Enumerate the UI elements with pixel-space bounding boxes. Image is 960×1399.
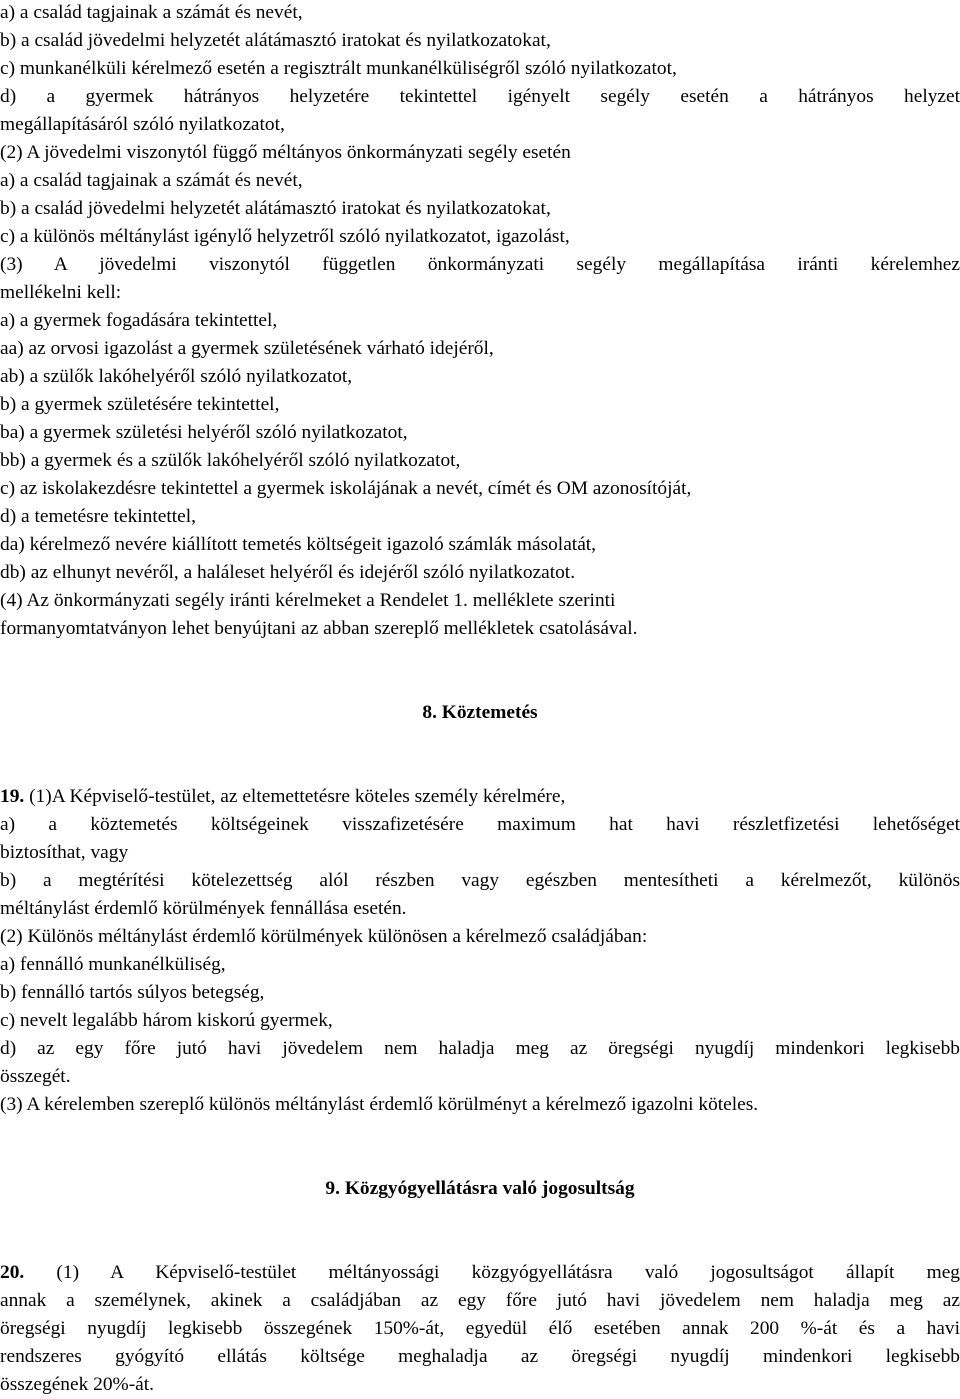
text-line: a) a gyermek fogadására tekintettel, — [0, 310, 278, 331]
text-line: a) a család tagjainak a számát és nevét, — [0, 170, 303, 191]
text-line: db) az elhunyt nevéről, a haláleset helyéről és idejéről szóló nyilatkozatot. — [0, 562, 576, 583]
text-line: c) munkanélküli kérelmező esetén a regisztrált munkanélküliségről szóló nyilatkozatot, — [0, 58, 677, 79]
text-line: aa) az orvosi igazolást a gyermek születésének várható idejéről, — [0, 338, 494, 359]
paragraph-text: (1)A Képviselő-testület, az eltemettetésre köteles személy kérelmére, — [24, 786, 566, 807]
text-line: (2) A jövedelmi viszonytól függő méltányos önkormányzati segély esetén — [0, 142, 571, 163]
text-line: (2) Különös méltánylást érdemlő körülmények különösen a kérelmező családjában: — [0, 926, 648, 947]
text-line: a) a köztemetés költségeinek visszafizetésére maximum hat havi részletfizetési lehetőséget — [0, 814, 960, 835]
text-line: b) a család jövedelmi helyzetét alátámasztó iratokat és nyilatkozatokat, — [0, 30, 551, 51]
text-line: a) a család tagjainak a számát és nevét, — [0, 2, 303, 23]
text-line: annak a személynek, akinek a családjában az egy főre jutó havi jövedelem nem haladja meg az — [0, 1290, 960, 1311]
text-line: formanyomtatványon lehet benyújtani az abban szereplő mellékletek csatolásával. — [0, 618, 638, 639]
text-line: a) fennálló munkanélküliség, — [0, 954, 226, 975]
text-line: ab) a szülők lakóhelyéről szóló nyilatkozatot, — [0, 366, 353, 387]
text-line: megállapításáról szóló nyilatkozatot, — [0, 114, 285, 135]
text-line: ba) a gyermek születési helyéről szóló nyilatkozatot, — [0, 422, 408, 443]
text-line: da) kérelmező nevére kiállított temetés költségeit igazoló számlák másolatát, — [0, 534, 597, 555]
text-line: b) a gyermek születésére tekintettel, — [0, 394, 280, 415]
paragraph-number: 19. — [0, 786, 25, 807]
text-line: c) a különös méltánylást igénylő helyzetről szóló nyilatkozatot, igazolást, — [0, 226, 570, 247]
text-line: összegét. — [0, 1066, 71, 1087]
text-line: méltánylást érdemlő körülmények fennállása esetén. — [0, 898, 407, 919]
text-line: rendszeres gyógyító ellátás költsége meghaladja az öregségi nyugdíj mindenkori legkisebb — [0, 1346, 960, 1367]
text-line: öregségi nyugdíj legkisebb összegének 150%-át, egyedül élő esetében annak 200 %-át és a havi — [0, 1318, 960, 1339]
text-line: b) a megtérítési kötelezettség alól részben vagy egészben mentesítheti a kérelmezőt, különös — [0, 870, 960, 891]
section-heading: 8. Köztemetés — [422, 702, 538, 723]
text-line: d) a gyermek hátrányos helyzetére tekintettel igényelt segély esetén a hátrányos helyzet — [0, 86, 960, 107]
text-line: bb) a gyermek és a szülők lakóhelyéről szóló nyilatkozatot, — [0, 450, 461, 471]
section-heading: 9. Közgyógyellátásra való jogosultság — [325, 1178, 635, 1199]
text-line: mellékelni kell: — [0, 282, 122, 303]
text-line: (4) Az önkormányzati segély iránti kérelmeket a Rendelet 1. melléklete szerinti — [0, 590, 616, 611]
text-line: c) nevelt legalább három kiskorú gyermek, — [0, 1010, 333, 1031]
paragraph-text: (1) A Képviselő-testület méltányossági közgyógyellátásra való jogosultságot állapít meg — [24, 1262, 960, 1283]
text-line: c) az iskolakezdésre tekintettel a gyermek iskolájának a nevét, címét és OM azonosítóját, — [0, 478, 692, 499]
text-line — [0, 1259, 960, 1287]
text-line: biztosíthat, vagy — [0, 842, 129, 863]
text-line: b) fennálló tartós súlyos betegség, — [0, 982, 265, 1003]
text-line: d) az egy főre jutó havi jövedelem nem haladja meg az öregségi nyugdíj mindenkori legkisebb — [0, 1038, 960, 1059]
text-line: b) a család jövedelmi helyzetét alátámasztó iratokat és nyilatkozatokat, — [0, 198, 551, 219]
text-line: összegének 20%-át. — [0, 1374, 154, 1395]
text-line: (3) A jövedelmi viszonytól független önkormányzati segély megállapítása iránti kérelemhez — [0, 254, 960, 275]
text-line — [0, 783, 960, 811]
text-line: (3) A kérelemben szereplő különös méltánylást érdemlő körülményt a kérelmező igazolni köteles. — [0, 1094, 759, 1115]
paragraph-number: 20. — [0, 1262, 25, 1283]
text-line: d) a temetésre tekintettel, — [0, 506, 196, 527]
